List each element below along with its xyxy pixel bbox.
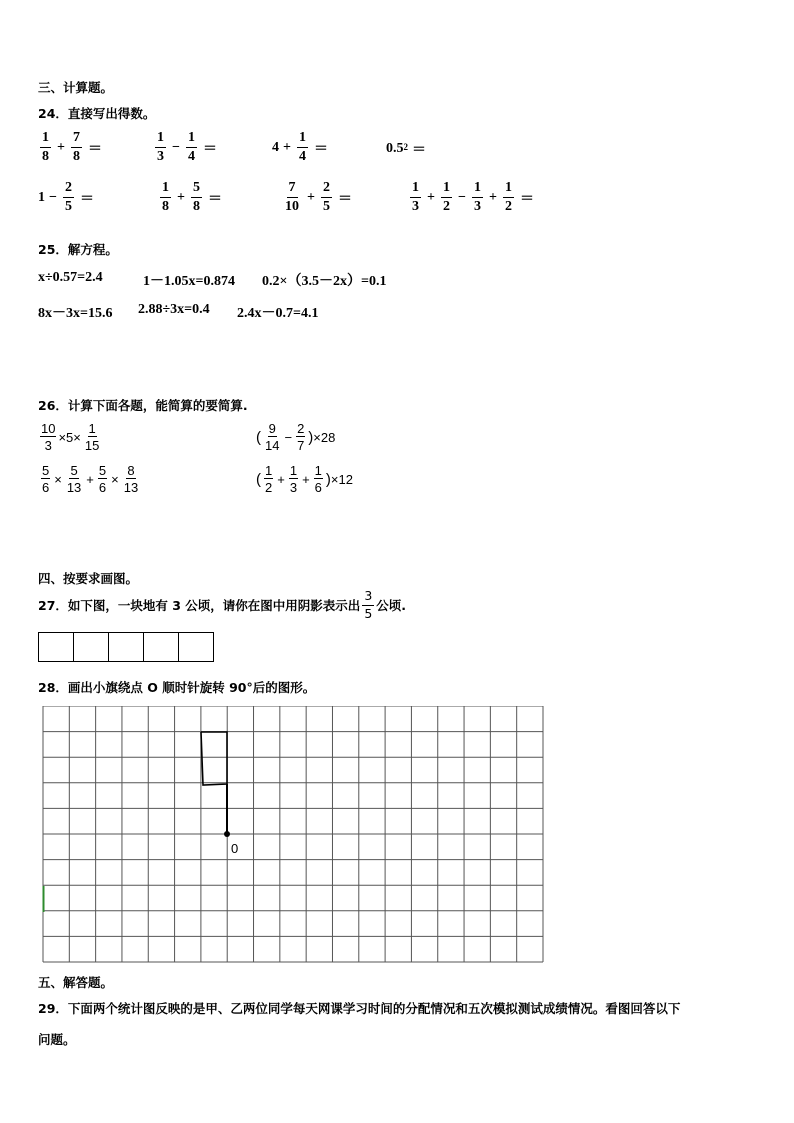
q26-expr-1: $\frac{10}{3}$ ×5× $\frac{1}{15}$: [41, 421, 100, 453]
fraction: $\frac{1}{4}$: [187, 130, 195, 164]
q29-line-2: 问题。: [38, 1032, 76, 1047]
q26-expr-3: $\frac{5}{6}$ × $\frac{5}{13}$ + $\frac{5}{6}$ × $\frac{8}{13}$: [42, 463, 139, 495]
fraction: $\frac{1}{15}$: [84, 421, 100, 453]
fraction: $\frac{1}{2}$: [265, 463, 273, 495]
land-cell[interactable]: [73, 632, 109, 662]
fraction: $\frac{5}{13}$: [66, 463, 82, 495]
fraction: $\frac{7}{8}$: [72, 130, 80, 164]
fraction: $\frac{9}{14}$: [265, 421, 280, 453]
q24-expr-2: $\frac{1}{3}$ − $\frac{1}{4}$ ＝: [157, 130, 217, 164]
fraction: $\frac{1}{3}$: [412, 180, 419, 214]
fraction: $\frac{1}{6}$: [314, 463, 322, 495]
q24-expr-8: $\frac{1}{3}$ + $\frac{1}{2}$ − $\frac{1}{3}$ + $\frac{1}{2}$ ＝: [412, 180, 534, 214]
fraction: $\frac{1}{3}$: [157, 130, 164, 164]
flag-shape: [201, 732, 227, 785]
q24-expr-6: $\frac{1}{8}$ + $\frac{5}{8}$ ＝: [162, 180, 222, 214]
q24-expr-3: 4 + $\frac{1}{4}$ ＝: [272, 130, 328, 164]
fraction: $\frac{1}{3}$: [473, 180, 481, 214]
q25-eq-2: 1－1.05x=0.874: [143, 274, 235, 289]
q25-eq-5: 2.88÷3x=0.4: [138, 302, 210, 317]
land-diagram: [38, 632, 214, 662]
q28-title: 28．画出小旗绕点 O 顺时针旋转 90°后的图形。: [38, 680, 316, 695]
fraction: $\frac{2}{7}$: [297, 421, 305, 453]
rotation-point-o: [224, 831, 230, 837]
q25-eq-3: 0.2×（3.5－2x）=0.1: [262, 274, 387, 289]
fraction: $\frac{1}{2}$: [442, 180, 450, 214]
fraction: $\frac{5}{6}$: [98, 463, 107, 495]
fraction: $\frac{2}{5}$: [322, 180, 330, 214]
q26-expr-2: ( $\frac{9}{14}$ − $\frac{2}{7}$ ) ×28: [256, 421, 336, 453]
q26-expr-4: ( $\frac{1}{2}$ + $\frac{1}{3}$ + $\frac{1}{6}$ ) ×12: [256, 463, 353, 495]
fraction: $\frac{1}{2}$: [504, 180, 512, 214]
q25-eq-4: 8x－3x=15.6: [38, 306, 113, 321]
fraction: $\frac{5}{6}$: [42, 463, 50, 495]
q25-eq-1: x÷0.57=2.4: [38, 270, 103, 285]
q25-title: 25．解方程。: [38, 242, 118, 257]
fraction: $\frac{2}{5}$: [64, 180, 72, 214]
q24-expr-4: 0.5 $^2$ ＝: [386, 141, 426, 158]
fraction: $\frac{1}{8}$: [42, 130, 49, 164]
fraction: $\frac{7}{10}$: [285, 180, 299, 214]
fraction: $\frac{3}{5}$: [364, 588, 373, 621]
fraction: $\frac{8}{13}$: [123, 463, 139, 495]
q25-eq-6: 2.4x－0.7=4.1: [237, 306, 319, 321]
land-cell[interactable]: [108, 632, 144, 662]
q26-title: 26．计算下面各题，能简算的要简算.: [38, 398, 248, 413]
q24-title: 24．直接写出得数。: [38, 106, 156, 121]
grid-lines: [43, 706, 543, 962]
section-5-title: 五、解答题。: [38, 975, 114, 990]
fraction: $\frac{10}{3}$: [41, 421, 56, 453]
q27-text: 27．如下图，一块地有 3 公顷，请你在图中用阴影表示出 $\frac{3}{5}$ 公顷.: [38, 588, 407, 621]
section-3-title: 三、计算题。: [38, 80, 114, 95]
rotation-grid: [42, 706, 546, 966]
section-4-title: 四、按要求画图。: [38, 571, 139, 586]
land-cell[interactable]: [143, 632, 179, 662]
q24-expr-1: $\frac{1}{8}$ + $\frac{7}{8}$ ＝: [42, 130, 102, 164]
fraction: $\frac{1}{4}$: [298, 130, 306, 164]
q24-expr-7: $\frac{7}{10}$ + $\frac{2}{5}$ ＝: [285, 180, 352, 214]
point-o-label: 0: [231, 841, 239, 856]
land-cell[interactable]: [38, 632, 74, 662]
fraction: $\frac{5}{8}$: [192, 180, 200, 214]
fraction: $\frac{1}{8}$: [162, 180, 169, 214]
land-cell[interactable]: [178, 632, 214, 662]
fraction: $\frac{1}{3}$: [289, 463, 298, 495]
q29-line-1: 29．下面两个统计图反映的是甲、乙两位同学每天网课学习时间的分配情况和五次模拟测试成绩情况。看图回答以下: [38, 1001, 681, 1016]
q24-expr-5: 1 − $\frac{2}{5}$ ＝: [38, 180, 94, 214]
